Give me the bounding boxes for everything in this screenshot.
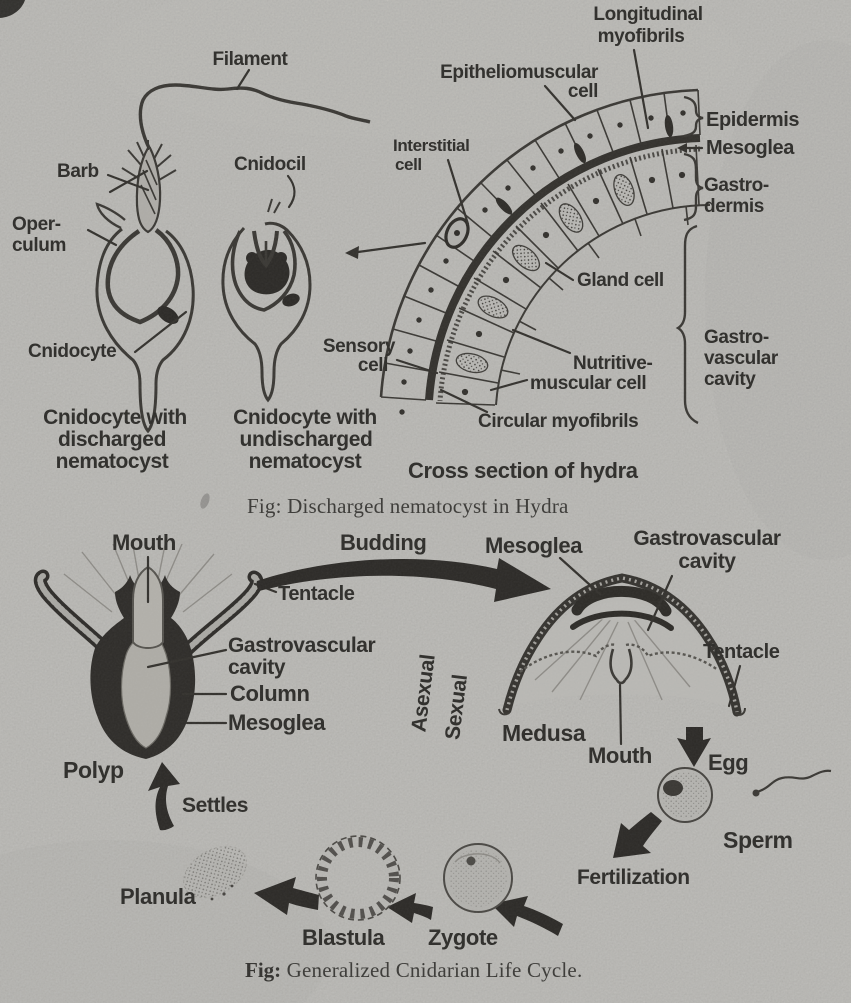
gastrovascular-label-line3: cavity bbox=[704, 369, 756, 390]
medusa-tentacle-label: Tentacle bbox=[703, 641, 780, 663]
zygote-label: Zygote bbox=[428, 925, 498, 950]
gastrodermis-label-line1: Gastro- bbox=[704, 175, 769, 196]
interstitial-label-line1: Interstitial bbox=[393, 136, 470, 155]
operculum-label-line1: Oper- bbox=[12, 214, 61, 235]
mesoglea-label: Mesoglea bbox=[706, 137, 794, 159]
asexual-label: Asexual bbox=[407, 653, 440, 734]
medusa-label: Medusa bbox=[502, 720, 586, 746]
epidermis-label: Epidermis bbox=[706, 109, 800, 131]
nutritive-label-line1: Nutritive- bbox=[573, 353, 653, 374]
figure2-caption-text: Generalized Cnidarian Life Cycle. bbox=[281, 958, 583, 982]
medusa-mouth-label: Mouth bbox=[588, 743, 652, 768]
polyp-tentacle-label: Tentacle bbox=[278, 583, 355, 605]
filament-label: Filament bbox=[212, 49, 288, 70]
undischarged-caption-line3: nematocyst bbox=[248, 450, 362, 473]
interstitial-label-line2: cell bbox=[395, 155, 422, 174]
longitudinal-label-line1: Longitudinal bbox=[593, 4, 703, 25]
settles-label: Settles bbox=[182, 794, 249, 817]
fertilization-label: Fertilization bbox=[577, 866, 690, 889]
undischarged-caption-line1: Cnidocyte with bbox=[233, 406, 377, 429]
cnidocyte-label: Cnidocyte bbox=[28, 341, 117, 362]
discharged-caption-line2: discharged bbox=[57, 428, 167, 451]
sensory-label-line2: cell bbox=[357, 355, 388, 376]
sexual-label: Sexual bbox=[441, 673, 472, 742]
budding-label: Budding bbox=[340, 530, 427, 555]
figure1-caption: Fig: Discharged nematocyst in Hydra bbox=[247, 494, 569, 518]
discharged-caption-line3: nematocyst bbox=[55, 450, 169, 473]
figure2-caption-prefix: Fig: bbox=[245, 958, 282, 982]
egg-label: Egg bbox=[708, 750, 749, 775]
polyp-mesoglea-label: Mesoglea bbox=[228, 710, 326, 735]
nutritive-label-line2: muscular cell bbox=[530, 373, 647, 394]
gastrovascular-label-line1: Gastro- bbox=[704, 327, 769, 348]
medusa-gastrovascular-label-line2: cavity bbox=[678, 550, 736, 573]
longitudinal-label-line2: myofibrils bbox=[597, 26, 685, 47]
medusa-mesoglea-label: Mesoglea bbox=[485, 533, 583, 558]
undischarged-caption-line2: undischarged bbox=[239, 428, 373, 451]
polyp-gastrovascular-label-line1: Gastrovascular bbox=[228, 634, 376, 657]
sensory-label-line1: Sensory bbox=[322, 336, 395, 357]
cross-section-title: Cross section of hydra bbox=[408, 458, 638, 483]
polyp-label: Polyp bbox=[63, 757, 124, 783]
gland-cell-label: Gland cell bbox=[577, 270, 664, 291]
circular-myofibrils-label: Circular myofibrils bbox=[478, 411, 639, 432]
medusa-gastrovascular-label-line1: Gastrovascular bbox=[633, 527, 781, 550]
operculum-label-line2: culum bbox=[12, 235, 66, 256]
cnidocil-label: Cnidocil bbox=[234, 154, 306, 175]
column-label: Column bbox=[230, 681, 310, 706]
planula-label: Planula bbox=[120, 884, 196, 909]
polyp-gastrovascular-label-line2: cavity bbox=[228, 656, 286, 679]
barb-label: Barb bbox=[57, 161, 99, 182]
gastrovascular-label-line2: vascular bbox=[704, 348, 778, 369]
sperm-label: Sperm bbox=[723, 827, 793, 853]
gastrodermis-label-line2: dermis bbox=[704, 196, 764, 217]
epitheliomuscular-label-line2: cell bbox=[567, 81, 598, 102]
discharged-caption-line1: Cnidocyte with bbox=[43, 406, 187, 429]
blastula-label: Blastula bbox=[302, 925, 385, 950]
polyp-mouth-label: Mouth bbox=[112, 530, 176, 555]
epitheliomuscular-label-line1: Epitheliomuscular bbox=[440, 62, 598, 83]
